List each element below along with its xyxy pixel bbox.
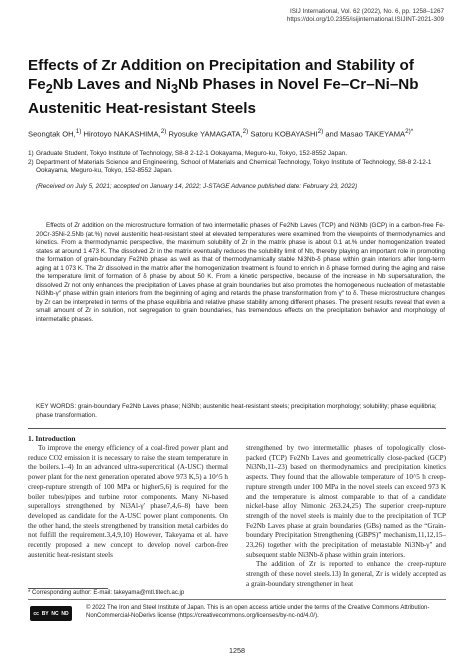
doi-link[interactable]: https://doi.org/10.2355/isijinternational.ISIJINT-2021-309	[286, 16, 444, 23]
nd-label: ND	[61, 610, 69, 617]
license-text: © 2022 The Iron and Steel Institute of Japan. This is an open access article under the terms of the Creative Commons Attribution-NonCommercial-NoDerivs license (https://creativecommons.org/licenses/by-nc-nd/4.0/).	[86, 605, 430, 619]
body-column-right	[246, 444, 446, 590]
title-subscript: 2	[45, 82, 53, 97]
page-number: 1258	[229, 646, 245, 655]
paper-title	[28, 56, 448, 118]
title-text: Effects of Zr Addition on Precipitation and Stability of Fe	[28, 57, 414, 93]
by-label: BY	[41, 610, 49, 617]
author-affiliation-mark: 2)*	[405, 128, 414, 135]
author-list	[28, 127, 448, 140]
journal-citation: ISIJ International, Vol. 62 (2022), No. 6, pp. 1258–1267	[289, 8, 444, 15]
title-subscript: 3	[170, 82, 178, 97]
author: Satoru KOBAYASHI	[248, 129, 318, 139]
journal-header	[287, 8, 444, 24]
body-column-left	[28, 444, 228, 560]
license-divider	[28, 599, 446, 600]
author: Hirotoyo NAKASHIMA,	[81, 129, 161, 139]
abstract-text: Effects of Zr addition on the microstructure formation of two intermetallic phases of Fe2Nb Laves (TCP) and Ni3Nb (GCP) in a carbon-free Fe-20Cr-35Ni-2.5Nb (at.%) novel austenitic heat-resistant steel at elevated temperatures were examined from the viewpoints of thermodynamics and kinetics. From a thermodynamic perspective, the maximum solubility of Zr in the matrix phase is about 0.1 at.% under homogenization treated states at around 1 473 K. The dissolved Zr in the matrix eventually reduces the solubility limit of Nb, thereby playing an important role in promoting the formation of grain-boundary Fe2Nb phase as well as that of thermodynamically stable Ni3Nb-δ phase within grain interiors after long-term aging at 1 073 K. The Zr dissolved in the matrix after the homogenization treatment is found to enrich in δ phase formed during the aging and raise the temperature limit of formation of δ phase by about 50 K. From a kinetic perspective, because of the increase in Nb supersaturation, the dissolved Zr not only enhances the precipitation of Laves phase at grain boundaries but also promotes the homogeneous nucleation of metastable Ni3Nb-γ″ phase within grain interiors from the beginning of aging and retards the phase transformation from γ″ to δ. These microstructure changes by Zr can be interpreted in terms of the phase equilibria and relative phase stability among different phases. The present results reveal that even a small amount of Zr in solution, not segregation to grain boundaries, has tremendous effects on the precipitation behavior and morphology of intermetallic phases.	[36, 222, 445, 323]
paragraph: strengthened by two intermetallic phases of topologically close-packed (TCP) Fe2Nb Laves and geometrically close-packed (GCP) Ni3Nb,11–23) based on thermodynamics and precipitation kinetics aspects. They found that the allowable temperature of 10^5 h creep-rupture strength under 100 MPa in the novel steels can exceed 973 K and the temperature is almost comparable to that of a candidate nickel-base alloy Nimonic 263.24,25) The superior creep-rupture strength of the novel steels is mainly due to the precipitation of TCP Fe2Nb Laves phase at grain boundaries (GBs) named as the “Grain-boundary Precipitation Strengthening (GBPS)” mechanism,11,12,15–23,26) together with the precipitation of metastable Ni3Nb-γ″ and subsequent stable Ni3Nb-δ phase within grain interiors.	[246, 444, 446, 559]
author: Seongtak OH,	[28, 129, 76, 139]
section-divider	[28, 428, 446, 429]
author-affiliation-mark: 2)	[160, 128, 167, 135]
paragraph: The addition of Zr is reported to enhance the creep-rupture strength of these novel steels.13) In general, Zr is widely accepted as a grain-boundary strengthener in heat	[246, 560, 446, 588]
affiliation-number: 1)	[28, 150, 34, 157]
affiliation-text: Department of Materials Science and Engineering, School of Materials and Chemical Technology, Tokyo Institute of Technology, S8-8 2-12-1 Ookayama, Meguro-ku, Tokyo, 152-8552 Japan.	[36, 159, 432, 175]
cc-label: cc	[33, 610, 39, 617]
corresponding-author: * Corresponding author: E-mail: takeyama@mtl.titech.ac.jp	[28, 590, 185, 596]
footnote-rule	[28, 588, 108, 589]
author: and Masao TAKEYAMA	[323, 129, 406, 139]
section-heading: 1. Introduction	[28, 434, 76, 443]
received-dates: (Received on July 5, 2021; accepted on January 14, 2022; J-STAGE Advance published date: February 23, 2022)	[36, 183, 358, 190]
author-affiliation-mark: 2)	[317, 128, 324, 135]
title-text: Nb Phases in Novel Fe–Cr–Ni–Nb Austenitic Heat-resistant Steels	[28, 76, 419, 118]
affiliation	[28, 150, 446, 158]
author: Ryosuke YAMAGATA,	[166, 129, 243, 139]
affiliation	[28, 159, 446, 176]
keywords: KEY WORDS: grain-boundary Fe2Nb Laves phase; Ni3Nb; austenitic heat-resistant steels; precipitation morphology; solubility; phase equilibria; phase transformation.	[36, 403, 437, 419]
abstract	[36, 222, 445, 324]
creative-commons-icon[interactable]	[30, 606, 72, 621]
author-affiliation-mark: 2)	[242, 128, 249, 135]
affiliation-text: Graduate Student, Tokyo Institute of Technology, S8-8 2-12-1 Ookayama, Meguro-ku, Tokyo, 152-8552 Japan.	[36, 150, 348, 157]
affiliation-number: 2)	[28, 159, 34, 166]
paragraph: To improve the energy efficiency of a coal-fired power plant and reduce CO2 emission it is necessary to raise the steam temperature in the boilers.1–4) In an advanced ultra-supercritical (A-USC) thermal power plant for the next generation operated above 973 K,5) a 10^5 h creep-rupture strength of 100 MPa or higher5,6) is required for the boiler tubes/pipes and turbine rotor components. Many Ni-based superalloys strengthened by Ni3Al-γ′ phase7,4,6–8) have been developed as candidate for the A-USC power plant components. On the other hand, the steels strengthened by transition metal carbides do not fulfill the requirement.3,4,9,10) However, Takeyama et al. have recently proposed a new concept to develop novel carbon-free austenitic heat-resistant steels	[28, 444, 228, 559]
author-affiliation-mark: 1)	[75, 128, 82, 135]
title-text: Nb Laves and Ni	[52, 76, 171, 93]
nc-label: NC	[51, 610, 59, 617]
